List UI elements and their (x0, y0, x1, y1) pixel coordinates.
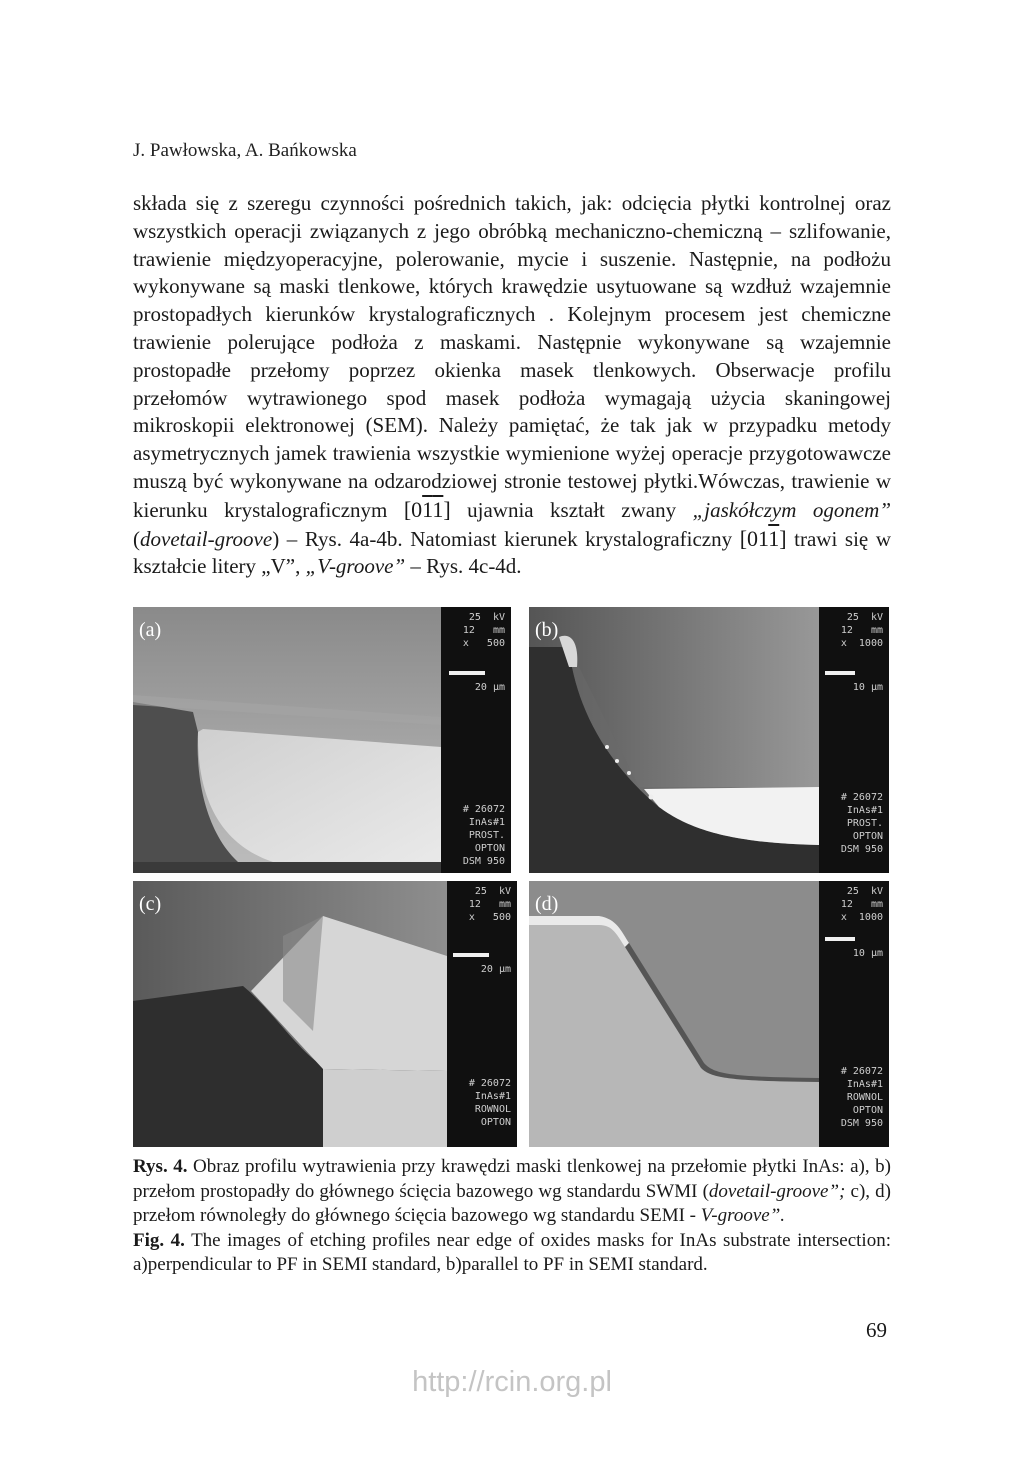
panel-label-b: (b) (535, 619, 559, 641)
scale-bar-d (825, 937, 855, 941)
sem-databar-a (441, 607, 511, 873)
body-text-part: ) – Rys. 4a-4b. Natomiast kierunek krystalograficzny (272, 526, 740, 551)
panel-label-a: (a) (139, 619, 162, 641)
caption-label-en: Fig. 4. (133, 1229, 185, 1251)
databar-top-b: 25 kV 12 mm x 1000 (840, 612, 883, 649)
scale-label-b: 10 µm (852, 682, 883, 693)
sem-image-c (133, 881, 517, 1147)
body-text-part: – Rys. 4c-4d. (405, 554, 522, 579)
databar-top-d: 25 kV 12 mm x 1000 (840, 886, 883, 923)
caption-label-pl: Rys. 4. (133, 1156, 188, 1177)
scale-bar-b (825, 671, 855, 675)
sem-image-a (133, 607, 511, 873)
sem-image-d (529, 881, 889, 1147)
watermark-url: http://rcin.org.pl (412, 1366, 612, 1398)
body-text-part: trawi się w kształcie litery „V”, (133, 526, 891, 579)
scale-label-d: 10 µm (852, 948, 883, 959)
databar-top-a: 25 kV 12 mm x 500 (462, 612, 505, 649)
scale-bar-a (449, 671, 485, 675)
crystal-direction-2: [011] (739, 525, 787, 551)
term-v-groove: „V-groove” (305, 554, 406, 579)
crystal-direction-1: [011] (403, 496, 451, 522)
sem-databar-c (447, 881, 517, 1147)
sem-databar-d (819, 881, 889, 1147)
scale-bar-c (453, 953, 489, 957)
term-dovetail-polish: „jaskółczym ogonem” (692, 497, 891, 522)
body-paragraph: składa się z szeregu czynności pośrednich takich, jak: odcięcia płytki kontrolnej oraz wszystkich operacji związanych z jego obróbką mechaniczno-chemiczną – szlifowanie, trawienie międzyoperacyjne, polerowanie, mycie i suszenie. Następnie, na podłożu wykonywane są maski tlenkowe, których krawędzie usytuowane są wzdłuż wzajemnie prostopadłych kierunków krystalograficznych . Kolejnym procesem jest chemiczne trawienie polerujące podłoża z maskami. Następnie wykonywane są wzajemnie prostopadłe przełomy poprzez okienka masek tlenkowych. Obserwacje profilu przełomów wytrawionego spod masek podłoża wymagają użycia skaningowej mikroskopii elektronowej (SEM). Należy pamiętać, że tak jak w przypadku metody asymetrycznych jamek trawienia wszystkie wymienione wyżej operacje przygotowawcze muszą być wykonywane na odzarodziowej stronie testowej płytki.Wówczas, trawienie w kierunku krystalograficznym [011] ujawnia kształt zwany „jaskółczym ogonem” (dovetail-groove) – Rys. 4a-4b. Natomiast kierunek krystalograficzny [011] trawi się w kształcie litery „V”, „V-groove” – Rys. 4c-4d. (133, 191, 891, 579)
page-number: 69 (866, 1318, 887, 1342)
scale-label-a: 20 µm (474, 682, 505, 693)
databar-bottom-b: # 26072 InAs#1 PROST. OPTON DSM 950 (840, 792, 883, 855)
caption-polish: Rys. 4. Obraz profilu wytrawienia przy krawędzi maski tlenkowej na przełomie płytki InAs: a), b) przełom prostopadły do głównego ścięcia bazowego wg standardu SWMI (dovetail-groove”; c), d) przełom równoległy do głównego ścięcia bazowego wg standardu SEMI - V-groove”. (133, 1156, 891, 1226)
sem-image-b (529, 607, 889, 873)
panel-label-d: (d) (535, 893, 559, 915)
databar-bottom-c: # 26072 InAs#1 ROWNOL OPTON (468, 1078, 511, 1128)
caption-english: Fig. 4. The images of etching profiles near edge of oxides masks for InAs substrate intersection: a)perpendicular to PF in SEMI standard, b)parallel to PF in SEMI standard. (133, 1229, 891, 1275)
databar-bottom-a: # 26072 InAs#1 PROST. OPTON DSM 950 (462, 804, 505, 867)
figure-caption (133, 1155, 891, 1278)
running-header: J. Pawłowska, A. Bańkowska (133, 140, 357, 161)
body-text-part: ujawnia kształt zwany (450, 497, 693, 522)
databar-top-c: 25 kV 12 mm x 500 (468, 886, 511, 923)
sem-databar-b (819, 607, 889, 873)
figure-4 (133, 607, 889, 1147)
body-text-part: składa się z szeregu czynności pośrednich takich, jak: odcięcia płytki kontrolnej oraz wszystkich operacji związanych z jego obróbką mechaniczno-chemiczną – szlifowanie, trawienie międzyoperacyjne, polerowanie, mycie i suszenie. Następnie, na podłożu wykonywane są maski tlenkowe, których krawędzie usytuowane są wzdłuż wzajemnie prostopadłych kierunków krystalograficznych . Kolejnym procesem jest chemiczne trawienie polerujące podłoża z maskami. Następnie wykonywane są wzajemnie prostopadłe przełomy poprzez okienka masek tlenkowych. Obserwacje profilu przełomów wytrawionego spod masek podłoża wymagają użycia skaningowej mikroskopii elektronowej (SEM). Należy pamiętać, że tak jak w przypadku metody asymetrycznych jamek trawienia wszystkie wymienione wyżej operacje przygotowawcze muszą być wykonywane na odzarodziowej stronie testowej płytki.Wówczas, trawienie w kierunku krystalograficznym (133, 191, 891, 522)
term-dovetail-groove: dovetail-groove (140, 526, 273, 551)
scale-label-c: 20 µm (480, 964, 511, 975)
panel-label-c: (c) (139, 893, 162, 915)
databar-bottom-d: # 26072 InAs#1 ROWNOL OPTON DSM 950 (840, 1066, 883, 1129)
